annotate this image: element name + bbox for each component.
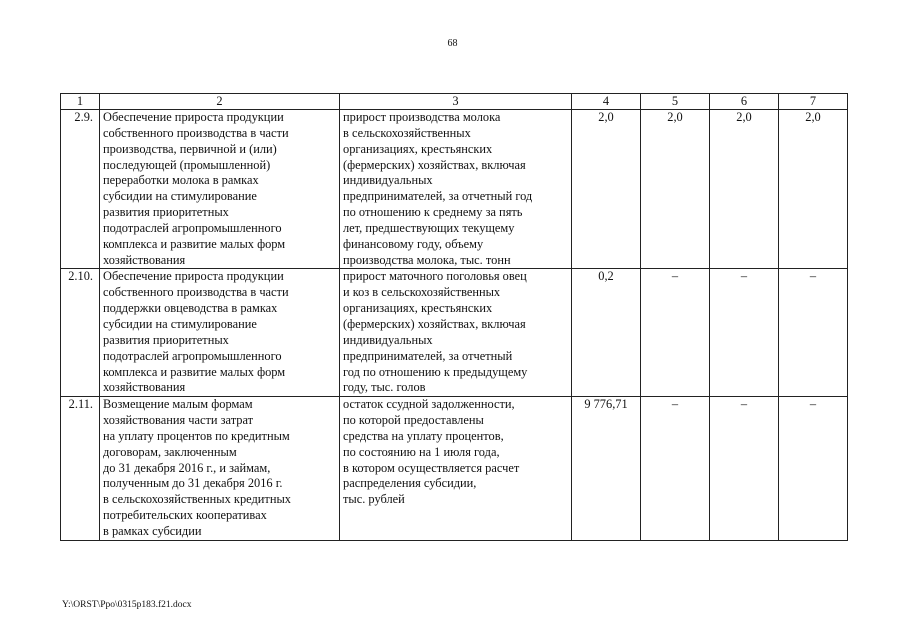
row-number: 2.10.	[61, 269, 100, 397]
value-col-5: 2,0	[641, 110, 710, 269]
value-col-5: –	[641, 269, 710, 397]
table-row	[61, 110, 848, 269]
value-col-6: –	[710, 397, 779, 541]
row-number: 2.9.	[61, 110, 100, 269]
description-text: Возмещение малым формам хозяйствования части затрат на уплату процентов по кредитным договорам, заключенным до 31 декабря 2016 г., и займам, полученным до 31 декабря 2016 г. в сельскохозяйственных кредитных потребительских кооперативах в рамках субсидии	[103, 397, 291, 538]
description-text: Обеспечение прироста продукции собственного производства в части производства, первичной и (или) последующей (промышленной) переработки молока в рамках субсидии на стимулирование развития приоритетных подотраслей агропромышленного комплекса и развитие малых форм хозяйствования	[103, 110, 289, 267]
column-header: 7	[779, 94, 848, 110]
indicator-text: остаток ссудной задолженности, по которой предоставлены средства на уплату процентов, по состоянию на 1 июля года, в котором осуществляется расчет распределения субсидии, тыс. рублей	[343, 397, 520, 507]
column-header: 4	[572, 94, 641, 110]
indicators-table	[60, 93, 848, 541]
column-header: 2	[100, 94, 340, 110]
indicator-description	[340, 110, 572, 269]
column-header: 5	[641, 94, 710, 110]
document-file-path: Y:\ORST\Ppo\0315p183.f21.docx	[62, 600, 192, 610]
value-col-5: –	[641, 397, 710, 541]
value-col-4: 0,2	[572, 269, 641, 397]
table-row	[61, 269, 848, 397]
measure-description	[100, 110, 340, 269]
value-col-6: –	[710, 269, 779, 397]
page-number: 68	[447, 38, 458, 49]
value-col-4: 2,0	[572, 110, 641, 269]
table-row	[61, 397, 848, 541]
indicator-description	[340, 397, 572, 541]
value-col-4: 9 776,71	[572, 397, 641, 541]
value-col-7: 2,0	[779, 110, 848, 269]
measure-description	[100, 397, 340, 541]
indicator-text: прирост маточного поголовья овец и коз в сельскохозяйственных организациях, крестьянских (фермерских) хозяйствах, включая индивидуальных предпринимателей, за отчетный год по отношению к предыдущему году, тыс. голов	[343, 269, 528, 395]
measure-description	[100, 269, 340, 397]
value-col-7: –	[779, 397, 848, 541]
description-text: Обеспечение прироста продукции собственного производства в части поддержки овцеводства в рамках субсидии на стимулирование развития приоритетных подотраслей агропромышленного комплекса и развитие малых форм хозяйствования	[103, 269, 289, 395]
header-row	[61, 94, 848, 110]
column-header: 6	[710, 94, 779, 110]
row-number: 2.11.	[61, 397, 100, 541]
indicator-description	[340, 269, 572, 397]
value-col-6: 2,0	[710, 110, 779, 269]
value-col-7: –	[779, 269, 848, 397]
indicator-text: прирост производства молока в сельскохозяйственных организациях, крестьянских (фермерских) хозяйствах, включая индивидуальных предпринимателей, за отчетный год по отношению к среднему за пять лет, предшествующих текущему финансовому году, объему производства молока, тыс. тонн	[343, 110, 533, 267]
column-header: 1	[61, 94, 100, 110]
column-header: 3	[340, 94, 572, 110]
